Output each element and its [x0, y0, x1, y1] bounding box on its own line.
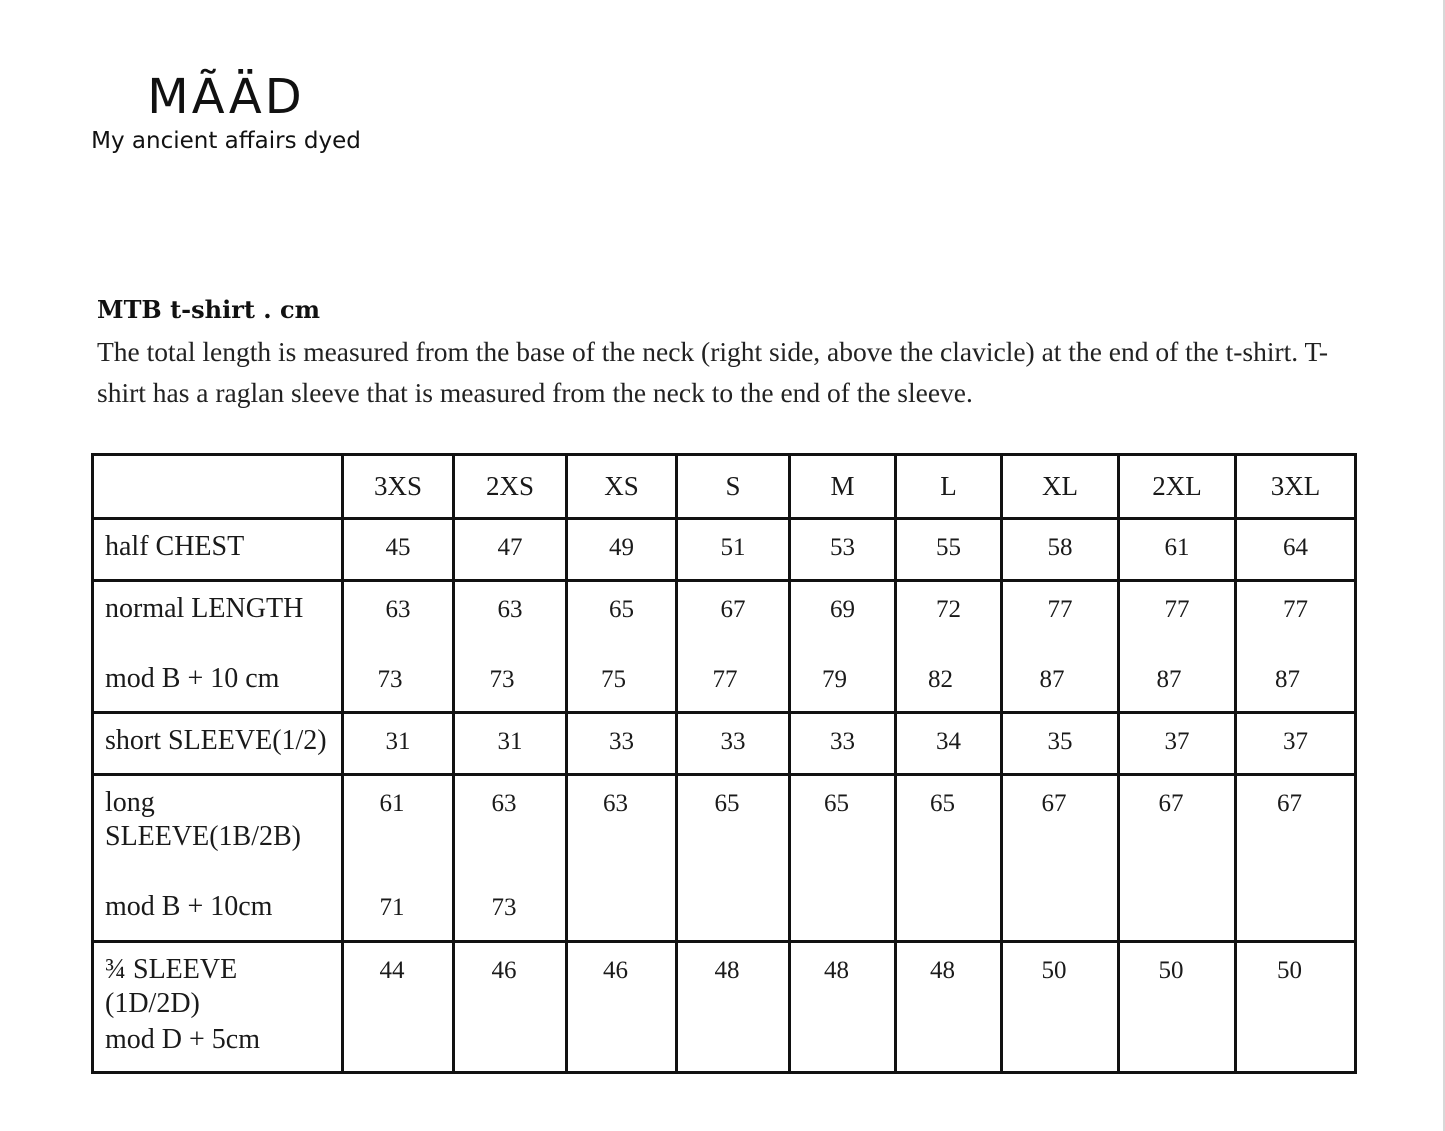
- measurement-value: 63: [497, 596, 523, 623]
- measurement-value-cell: [567, 581, 677, 713]
- measurement-value-cell: [790, 581, 896, 713]
- table-corner-cell: [93, 455, 343, 519]
- size-header: 2XS: [454, 455, 567, 519]
- measurement-value: 31: [385, 728, 411, 755]
- measurement-value-cell: [790, 519, 896, 581]
- measurement-value: 69: [830, 596, 855, 623]
- measurement-value: 87: [1156, 666, 1182, 693]
- measurement-value: 63: [491, 790, 517, 817]
- measurement-value-cell: [677, 581, 790, 713]
- measurement-value: 77: [1164, 596, 1190, 623]
- measurement-value: 67: [1041, 790, 1067, 817]
- measurement-value: 87: [1039, 666, 1065, 693]
- measurement-label: mod B + 10 cm: [105, 663, 280, 694]
- measurement-value-cell: [1236, 581, 1356, 713]
- measurement-label-cell: [93, 942, 343, 1073]
- measurement-value-cell: [677, 519, 790, 581]
- measurement-value: 82: [928, 666, 953, 693]
- size-header: XL: [1002, 455, 1119, 519]
- measurement-value-cell: [343, 713, 454, 775]
- measurement-value-cell: [1119, 519, 1236, 581]
- measurement-value-cell: [896, 942, 1002, 1073]
- product-description: The total length is measured from the base of the neck (right side, above the clavicle) at the end of the t-shirt. T-shirt has a raglan sleeve that is measured from the neck to the end of the sleeve.: [97, 336, 1328, 408]
- measurement-value-cell: [790, 775, 896, 942]
- measurement-value-cell: [343, 519, 454, 581]
- measurement-value: 51: [720, 534, 746, 561]
- measurement-label: normal LENGTH: [105, 593, 304, 624]
- measurement-value: 37: [1283, 728, 1308, 755]
- measurement-value-cell: [567, 942, 677, 1073]
- size-header: L: [896, 455, 1002, 519]
- measurement-value-cell: [1002, 519, 1119, 581]
- size-header: S: [677, 455, 790, 519]
- measurement-value: 73: [377, 666, 403, 693]
- size-header: 2XL: [1119, 455, 1236, 519]
- measurement-value: 61: [1164, 534, 1190, 561]
- measurement-value-cell: [454, 713, 567, 775]
- measurement-label-cell: [93, 581, 343, 713]
- measurement-label-cell: [93, 519, 343, 581]
- measurement-value-cell: [1002, 713, 1119, 775]
- measurement-value: 63: [385, 596, 411, 623]
- measurement-value: 64: [1283, 534, 1308, 561]
- measurement-value: 53: [830, 534, 855, 561]
- measurement-label: long SLEEVE(1B/2B): [105, 787, 301, 852]
- measurement-value-cell: [454, 581, 567, 713]
- measurement-value-cell: [343, 581, 454, 713]
- measurement-value-cell: [343, 942, 454, 1073]
- measurement-value-cell: [567, 775, 677, 942]
- measurement-value: 77: [1047, 596, 1073, 623]
- measurement-value-cell: [1236, 775, 1356, 942]
- measurement-value: 49: [609, 534, 634, 561]
- measurement-value-cell: [1119, 581, 1236, 713]
- measurement-value-cell: [1236, 942, 1356, 1073]
- measurement-value: 65: [930, 790, 955, 817]
- measurement-value: 50: [1041, 957, 1067, 984]
- measurement-value-cell: [896, 775, 1002, 942]
- measurement-value-cell: [454, 519, 567, 581]
- measurement-value: 33: [720, 728, 746, 755]
- measurement-value: 67: [1277, 790, 1302, 817]
- measurement-value: 63: [603, 790, 628, 817]
- measurement-value: 31: [497, 728, 523, 755]
- measurement-row: [93, 775, 1356, 942]
- measurement-label: ¾ SLEEVE (1D/2D): [105, 954, 238, 1019]
- measurement-value: 37: [1164, 728, 1190, 755]
- size-header: XS: [567, 455, 677, 519]
- measurement-row: [93, 713, 1356, 775]
- measurement-value: 71: [379, 894, 405, 921]
- measurement-value: 77: [1283, 596, 1308, 623]
- measurement-value: 44: [379, 957, 405, 984]
- measurement-value: 34: [936, 728, 961, 755]
- measurement-value: 61: [379, 790, 405, 817]
- measurement-value: 75: [601, 666, 626, 693]
- measurement-value: 67: [720, 596, 746, 623]
- measurement-value: 55: [936, 534, 961, 561]
- measurement-value: 46: [603, 957, 628, 984]
- measurement-value: 50: [1277, 957, 1302, 984]
- measurement-value: 67: [1158, 790, 1184, 817]
- brand-name: MÃÄD: [147, 69, 305, 125]
- measurement-value: 33: [609, 728, 634, 755]
- measurement-value: 73: [491, 894, 517, 921]
- measurement-value: 87: [1275, 666, 1300, 693]
- measurement-value: 35: [1047, 728, 1073, 755]
- measurement-row: [93, 942, 1356, 1073]
- measurement-value-cell: [454, 775, 567, 942]
- measurement-value: 65: [609, 596, 634, 623]
- measurement-label-cell: [93, 713, 343, 775]
- size-chart-table: [91, 453, 1357, 1074]
- measurement-value: 73: [489, 666, 515, 693]
- size-header: 3XS: [343, 455, 454, 519]
- measurement-row: [93, 519, 1356, 581]
- measurement-value-cell: [896, 713, 1002, 775]
- measurement-value: 65: [714, 790, 740, 817]
- measurement-value: 48: [714, 957, 740, 984]
- measurement-value-cell: [343, 775, 454, 942]
- measurement-value-cell: [790, 713, 896, 775]
- measurement-label: short SLEEVE(1/2): [105, 725, 327, 756]
- measurement-value-cell: [1236, 519, 1356, 581]
- measurement-value: 45: [385, 534, 411, 561]
- measurement-label: mod B + 10cm: [105, 891, 273, 922]
- measurement-row: [93, 581, 1356, 713]
- measurement-value-cell: [677, 713, 790, 775]
- size-header: M: [790, 455, 896, 519]
- measurement-value: 72: [936, 596, 961, 623]
- measurement-value-cell: [454, 942, 567, 1073]
- product-title: MTB t-shirt . cm: [97, 295, 320, 324]
- measurement-value: 77: [712, 666, 738, 693]
- measurement-value-cell: [1002, 775, 1119, 942]
- measurement-value-cell: [790, 942, 896, 1073]
- measurement-value-cell: [1002, 942, 1119, 1073]
- measurement-value: 79: [822, 666, 847, 693]
- measurement-value: 50: [1158, 957, 1184, 984]
- measurement-value-cell: [1002, 581, 1119, 713]
- brand-logo: [0, 66, 452, 156]
- measurement-value-cell: [896, 581, 1002, 713]
- measurement-value: 47: [497, 534, 523, 561]
- measurement-value-cell: [1119, 942, 1236, 1073]
- size-header: 3XL: [1236, 455, 1356, 519]
- measurement-value-cell: [677, 942, 790, 1073]
- size-header-row: [93, 455, 1356, 519]
- measurement-value: 33: [830, 728, 855, 755]
- measurement-value-cell: [1236, 713, 1356, 775]
- measurement-value-cell: [567, 519, 677, 581]
- measurement-value-cell: [677, 775, 790, 942]
- measurement-value-cell: [1119, 775, 1236, 942]
- measurement-value: 48: [930, 957, 955, 984]
- measurement-value: 65: [824, 790, 849, 817]
- brand-tagline: My ancient affairs dyed: [91, 128, 361, 154]
- measurement-value: 48: [824, 957, 849, 984]
- measurement-label: half CHEST: [105, 531, 245, 562]
- measurement-label-cell: [93, 775, 343, 942]
- measurement-value-cell: [1119, 713, 1236, 775]
- measurement-label: mod D + 5cm: [105, 1024, 260, 1055]
- measurement-value-cell: [567, 713, 677, 775]
- measurement-value-cell: [896, 519, 1002, 581]
- measurement-value: 46: [491, 957, 517, 984]
- measurement-value: 58: [1047, 534, 1073, 561]
